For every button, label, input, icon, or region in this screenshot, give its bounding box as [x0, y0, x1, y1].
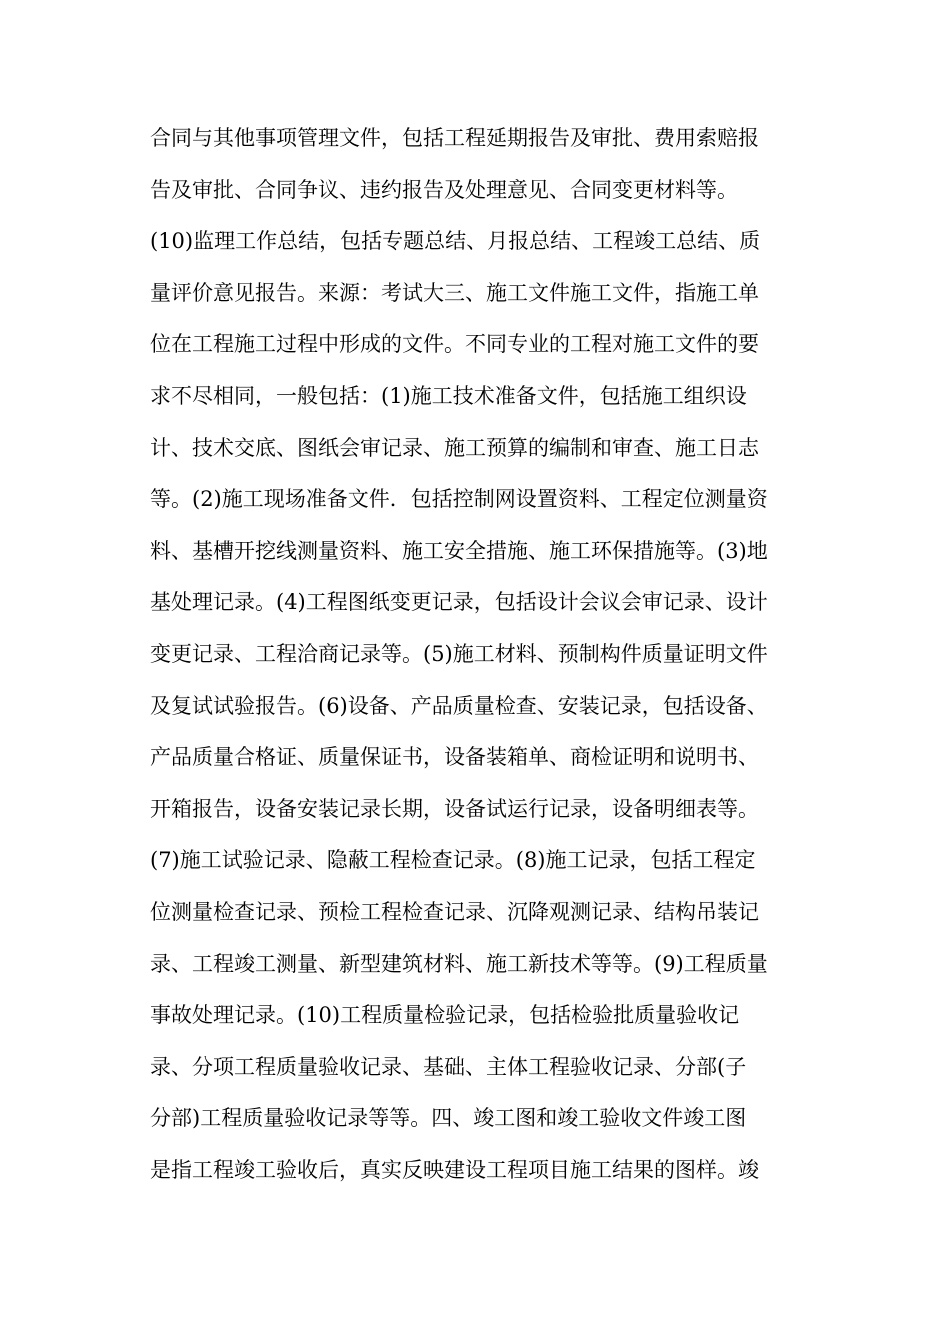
text-line: 分部)工程质量验收记录等等。四、竣工图和竣工验收文件竣工图 — [150, 1106, 747, 1131]
text-line: (10)监理工作总结，包括专题总结、月报总结、工程竣工总结、质 — [150, 229, 761, 254]
text-line: 料、基槽开挖线测量资料、施工安全措施、施工环保措施等。(3)地 — [150, 538, 768, 563]
text-line: 录、分项工程质量验收记录、基础、主体工程验收记录、分部(子 — [150, 1054, 747, 1079]
text-line: 及复试试验报告。(6)设备、产品质量检查、安装记录，包括设备、 — [150, 693, 768, 718]
text-line: 变更记录、工程洽商记录等。(5)施工材料、预制构件质量证明文件 — [150, 641, 768, 666]
text-line: 量评价意见报告。来源：考试大三、施工文件施工文件，指施工单 — [150, 280, 759, 305]
text-line: 告及审批、合同争议、违约报告及处理意见、合同变更材料等。 — [150, 177, 738, 202]
text-line: 位在工程施工过程中形成的文件。不同专业的工程对施工文件的要 — [150, 332, 759, 357]
text-line: (7)施工试验记录、隐蔽工程检查记录。(8)施工记录，包括工程定 — [150, 848, 756, 873]
text-line: 求不尽相同，一般包括：(1)施工技术准备文件，包括施工组织设 — [150, 383, 747, 408]
text-line: 基处理记录。(4)工程图纸变更记录，包括设计会议会审记录、设计 — [150, 590, 768, 615]
text-line: 录、工程竣工测量、新型建筑材料、施工新技术等等。(9)工程质量 — [150, 951, 768, 976]
text-line: 是指工程竣工验收后，真实反映建设工程项目施工结果的图样。竣 — [150, 1157, 759, 1182]
text-line: 计、技术交底、图纸会审记录、施工预算的编制和审查、施工日志 — [150, 435, 759, 460]
body-text — [150, 118, 810, 1201]
text-line: 开箱报告，设备安装记录长期，设备试运行记录，设备明细表等。 — [150, 796, 759, 821]
text-line: 等。(2)施工现场准备文件．包括控制网设置资料、工程定位测量资 — [150, 487, 768, 512]
text-line: 事故处理记录。(10)工程质量检验记录，包括检验批质量验收记 — [150, 1003, 740, 1028]
text-line: 合同与其他事项管理文件，包括工程延期报告及审批、费用索赔报 — [150, 126, 759, 150]
text-line: 产品质量合格证、质量保证书，设备装箱单、商检证明和说明书、 — [150, 745, 759, 770]
text-line: 位测量检查记录、预检工程检查记录、沉降观测记录、结构吊装记 — [150, 899, 759, 924]
